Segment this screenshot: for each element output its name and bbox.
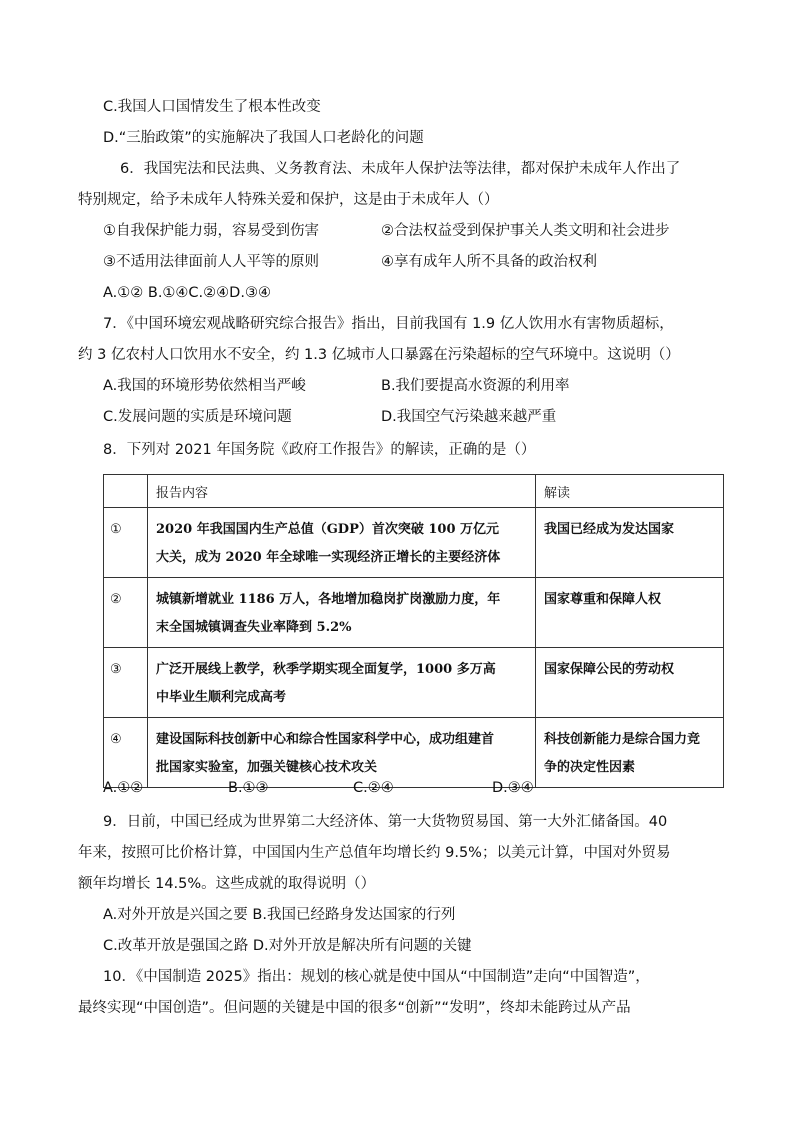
table-header-row <box>104 475 724 508</box>
row-interp-line: 国家保障公民的劳动权 <box>544 662 675 677</box>
q8-report-table <box>103 474 724 788</box>
row-interp-line: 科技创新能力是综合国力竞 <box>544 732 701 747</box>
row-content <box>148 718 536 788</box>
row-content-line: 大关，成为 2020 年全球唯一实现经济正增长的主要经济体 <box>156 550 501 565</box>
row-content <box>148 648 536 718</box>
q7-option-a: A.我国的环境形势依然相当严峻 <box>103 378 306 394</box>
q8-stem: 8．下列对 2021 年国务院《政府工作报告》的解读，正确的是（） <box>103 442 536 458</box>
row-content-line: 中毕业生顺利完成高考 <box>156 690 287 705</box>
row-interp <box>536 578 724 648</box>
q8-option-d: D.③④ <box>492 780 534 796</box>
table-row <box>104 648 724 718</box>
table-row <box>104 718 724 788</box>
q5-option-d: D.“三胎政策”的实施解决了我国人口老龄化的问题 <box>103 130 424 146</box>
row-content-line: 末全国城镇调查失业率降到 5.2% <box>156 620 352 635</box>
q6-statement-3: ③不适用法律面前人人平等的原则 <box>103 254 319 270</box>
q6-stem-line2: 特别规定，给予未成年人特殊关爱和保护，这是由于未成年人（） <box>78 192 499 208</box>
q8-option-c: C.②④ <box>353 780 394 796</box>
header-num <box>104 475 148 508</box>
q9-options-cd: C.改革开放是强国之路 D.对外开放是解决所有问题的关键 <box>103 938 472 954</box>
row-interp-line: 我国已经成为发达国家 <box>544 522 675 537</box>
row-content-line: 批国家实验室，加强关键核心技术攻关 <box>156 760 378 775</box>
row-content <box>148 508 536 578</box>
row-interp <box>536 648 724 718</box>
q7-option-c: C.发展问题的实质是环境问题 <box>103 409 292 425</box>
row-number: ③ <box>104 648 148 718</box>
table-row <box>104 508 724 578</box>
q8-option-a: A.①② <box>103 780 144 796</box>
row-content <box>148 578 536 648</box>
q5-option-c: C.我国人口国情发生了根本性改变 <box>103 99 321 115</box>
q9-options-ab: A.对外开放是兴国之要 B.我国已经路身发达国家的行列 <box>103 907 456 923</box>
q8-option-b: B.①③ <box>228 780 269 796</box>
q6-statement-4: ④享有成年人所不具备的政治权利 <box>381 254 597 270</box>
q6-options: A.①② B.①④C.②④D.③④ <box>103 285 271 301</box>
q9-stem-line2: 年来，按照可比价格计算，中国国内生产总值年均增长约 9.5%；以美元计算，中国对外贸易 <box>78 845 671 861</box>
row-number: ① <box>104 508 148 578</box>
q7-option-d: D.我国空气污染越来越严重 <box>381 409 557 425</box>
row-content-line: 建设国际科技创新中心和综合性国家科学中心，成功组建首 <box>156 732 495 747</box>
row-content-line: 城镇新增就业 1186 万人，各地增加稳岗扩岗激励力度，年 <box>156 592 501 607</box>
row-interp <box>536 508 724 578</box>
row-number: ④ <box>104 718 148 788</box>
row-interp-line: 争的决定性因素 <box>544 760 636 775</box>
q6-statement-1: ①自我保护能力弱，容易受到伤害 <box>103 223 319 239</box>
row-content-line: 2020 年我国国内生产总值（GDP）首次突破 100 万亿元 <box>156 522 500 537</box>
q7-stem-line1: 7．《中国环境宏观战略研究综合报告》指出，目前我国有 1.9 亿人饮用水有害物质超标， <box>103 316 674 332</box>
q10-stem-line1: 10．《中国制造 2025》指出：规划的核心就是使中国从“中国制造”走向“中国智造”， <box>103 969 650 985</box>
q9-stem-line3: 额年均增长 14.5%。这些成就的取得说明（） <box>78 876 376 892</box>
row-interp-line: 国家尊重和保障人权 <box>544 592 662 607</box>
q7-stem-line2: 约 3 亿农村人口饮用水不安全，约 1.3 亿城市人口暴露在污染超标的空气环境中。这说明（） <box>78 347 680 363</box>
q10-stem-line2: 最终实现“中国创造”。但问题的关键是中国的很多“创新”“发明”，终却未能跨过从产品 <box>78 1000 631 1016</box>
header-interp: 解读 <box>536 475 724 508</box>
header-content: 报告内容 <box>148 475 536 508</box>
q6-stem-line1: 6．我国宪法和民法典、义务教育法、未成年人保护法等法律，都对保护未成年人作出了 <box>120 161 681 177</box>
row-number: ② <box>104 578 148 648</box>
row-content-line: 广泛开展线上教学，秋季学期实现全面复学，1000 多万高 <box>156 662 496 677</box>
q9-stem-line1: 9．日前，中国已经成为世界第二大经济体、第一大货物贸易国、第一大外汇储备国。40 <box>103 814 668 830</box>
q6-statement-2: ②合法权益受到保护事关人类文明和社会进步 <box>381 223 670 239</box>
q7-option-b: B.我们要提高水资源的利用率 <box>381 378 570 394</box>
table-row <box>104 578 724 648</box>
row-interp <box>536 718 724 788</box>
